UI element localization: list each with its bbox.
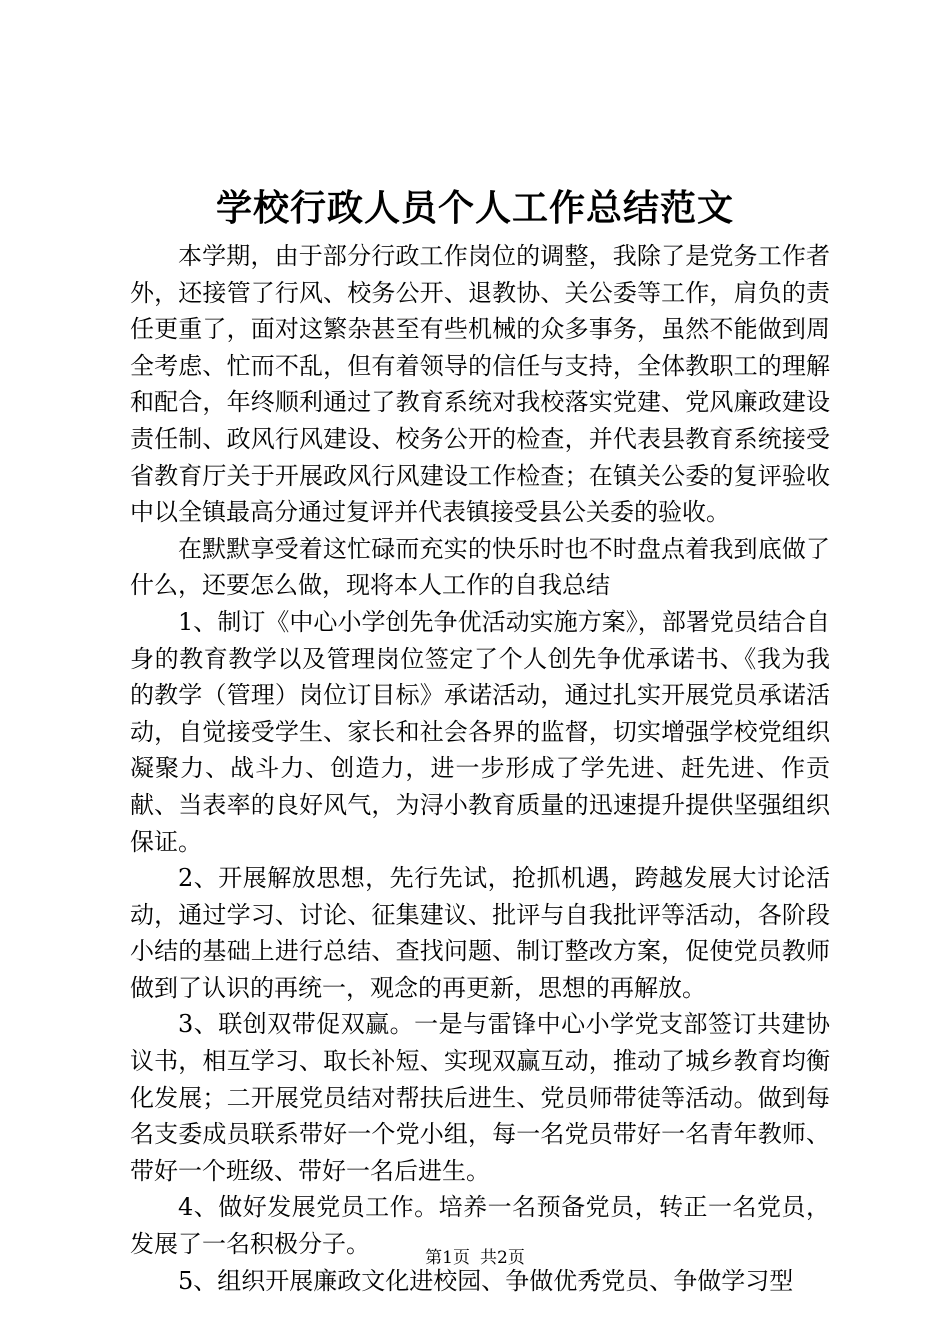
paragraph-summary-lead: 在默默享受着这忙碌而充实的快乐时也不时盘点着我到底做了什么，还要怎么做，现将本人工作的自我总结 — [130, 534, 830, 600]
document-body — [130, 238, 830, 1299]
page-total: 共2页 — [480, 1248, 525, 1268]
paragraph-item-2: 2、开展解放思想，先行先试，抢抓机遇，跨越发展大讨论活动，通过学习、讨论、征集建议、批评与自我批评等活动，各阶段小结的基础上进行总结、查找问题、制订整改方案，促使党员教师做到了认识的再统一，观念的再更新，思想的再解放。 — [130, 864, 830, 1002]
page-footer — [0, 1246, 950, 1270]
page-number: 第1页 — [425, 1248, 470, 1268]
document-title: 学校行政人员个人工作总结范文 — [215, 187, 734, 229]
paragraph-item-1: 1、制订《中心小学创先争优活动实施方案》，部署党员结合自身的教育教学以及管理岗位签定了个人创先争优承诺书、《我为我的教学（管理）岗位订目标》承诺活动，通过扎实开展党员承诺活动，自觉接受学生、家长和社会各界的监督，切实增强学校党组织凝聚力、战斗力、创造力，进一步形成了学先进、赶先进、作贡献、当表率的良好风气，为浔小教育质量的迅速提升提供坚强组织保证。 — [130, 607, 830, 856]
paragraph-intro: 本学期，由于部分行政工作岗位的调整，我除了是党务工作者外，还接管了行风、校务公开、退教协、关公委等工作，肩负的责任更重了，面对这繁杂甚至有些机械的众多事务，虽然不能做到周全考虑、忙而不乱，但有着领导的信任与支持，全体教职工的理解和配合，年终顺利通过了教育系统对我校落实党建、党风廉政建设责任制、政风行风建设、校务公开的检查，并代表县教育系统接受省教育厅关于开展政风行风建设工作检查；在镇关公委的复评验收中以全镇最高分通过复评并代表镇接受县公关委的验收。 — [130, 242, 830, 527]
paragraph-item-4: 4、做好发展党员工作。培养一名预备党员，转正一名党员，发展了一名积极分子。 — [130, 1193, 830, 1259]
paragraph-item-5: 5、组织开展廉政文化进校园、争做优秀党员、争做学习型 — [178, 1266, 794, 1295]
paragraph-item-3: 3、联创双带促双赢。一是与雷锋中心小学党支部签订共建协议书，相互学习、取长补短、实现双赢互动，推动了城乡教育均衡化发展；二开展党员结对帮扶后进生、党员师带徒等活动。做到每名支委成员联系带好一个党小组，每一名党员带好一名青年教师、带好一个班级、带好一名后进生。 — [130, 1010, 830, 1185]
